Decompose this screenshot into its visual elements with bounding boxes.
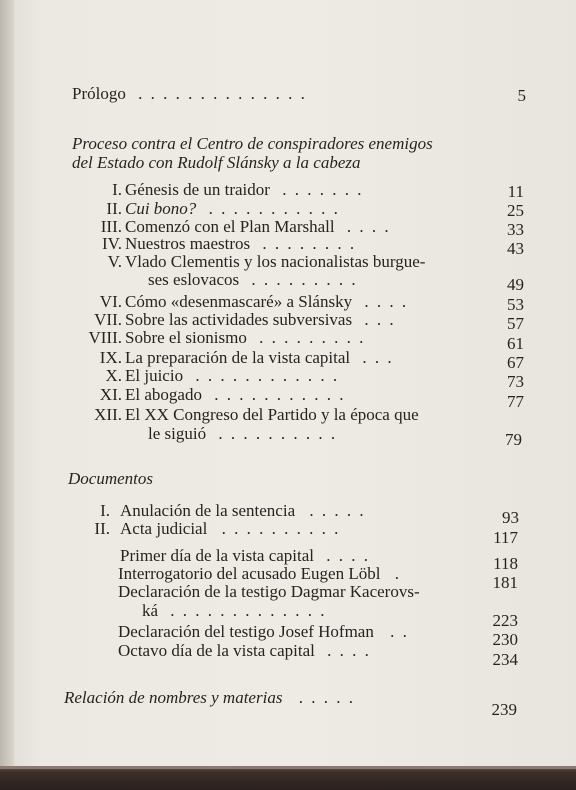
chapter-number: XII.	[94, 405, 122, 424]
chapter-number: IX.	[99, 348, 122, 367]
leader-dots: . . . . . . . . . . . . .	[170, 601, 327, 620]
toc-entry	[125, 292, 408, 312]
page-number: 11	[507, 182, 524, 201]
toc-entry	[120, 501, 366, 521]
page-number: 79	[505, 430, 522, 449]
chapter-number: II.	[106, 199, 122, 218]
entry-title: Relación de nombres y materias	[64, 688, 283, 707]
section-heading: Documentos	[68, 469, 153, 488]
page-number: 223	[492, 611, 518, 630]
toc-entry	[125, 310, 396, 330]
page-number: 43	[507, 239, 524, 258]
entry-title: Acta judicial	[120, 519, 208, 538]
chapter-number: VI.	[99, 292, 122, 311]
document-number: I.	[100, 501, 110, 520]
leader-dots: . . . .	[364, 292, 409, 311]
entry-title-continued: ses eslovacos	[148, 270, 240, 289]
entry-title: Declaración de la testigo Dagmar Kacerovs-	[118, 582, 420, 601]
page-number: 234	[492, 650, 518, 669]
toc-entry	[125, 180, 363, 200]
entry-title: Declaración del testigo Josef Hofman	[118, 622, 374, 641]
leader-dots: . . . . . . . . . . . .	[195, 366, 340, 385]
toc-subentry	[120, 546, 370, 566]
leader-dots: . . . .	[346, 217, 391, 236]
toc-entry	[125, 348, 394, 368]
entry-title: Primer día de la vista capital	[120, 546, 315, 565]
page-number: 73	[507, 372, 524, 391]
toc-subentry	[118, 564, 401, 584]
entry-title: Vlado Clementis y los nacionalistas burgue-	[125, 252, 426, 271]
entry-title: Interrogatorio del acusado Eugen Löbl	[118, 564, 381, 583]
leader-dots: . . .	[362, 348, 394, 367]
page-number: 53	[507, 295, 524, 314]
toc-entry-continuation	[148, 270, 358, 290]
leader-dots: . . . . .	[309, 501, 366, 520]
leader-dots: . . . . . . . . . . .	[208, 199, 340, 218]
entry-title: Sobre el sionismo	[125, 328, 247, 347]
page-number: 77	[507, 392, 524, 411]
leader-dots: . . .	[364, 310, 396, 329]
entry-title-continued: le siguió	[148, 424, 207, 443]
entry-title: El juicio	[125, 366, 184, 385]
leader-dots: . . . . . . . . .	[259, 328, 366, 347]
chapter-number: X.	[105, 366, 122, 385]
entry-title: Comenzó con el Plan Marshall	[125, 217, 335, 236]
page-number: 239	[491, 700, 517, 719]
page-number: 49	[507, 275, 524, 294]
page-number: 117	[493, 528, 518, 547]
leader-dots: . . . . . . .	[282, 180, 364, 199]
leader-dots: . . . . . . . . . . . . . .	[138, 84, 307, 103]
entry-title: Sobre las actividades subversivas	[125, 310, 353, 329]
page-number: 118	[493, 554, 518, 573]
toc-entry	[125, 328, 365, 348]
toc-entry	[125, 199, 340, 219]
entry-title: El XX Congreso del Partido y la época que	[125, 405, 419, 424]
book-cover-edge	[0, 766, 576, 790]
entry-title: El abogado	[125, 385, 202, 404]
leader-dots: . . . . . . . . . .	[218, 424, 338, 443]
section-heading-line-1: Proceso contra el Centro de conspiradores enemigos	[72, 134, 433, 153]
leader-dots: . .	[390, 622, 409, 641]
page-number: 181	[492, 573, 518, 592]
toc-entry	[125, 405, 419, 425]
toc-subentry	[118, 582, 420, 602]
leader-dots: . . . . . . . . . .	[221, 519, 341, 538]
page-number: 5	[517, 86, 526, 105]
page-number: 93	[502, 508, 519, 527]
entry-title: Cómo «desenmascaré» a Slánsky	[125, 292, 353, 311]
chapter-number: IV.	[102, 234, 122, 253]
entry-title: Prólogo	[72, 84, 126, 103]
page-number: 61	[507, 334, 524, 353]
entry-title: Anulación de la sentencia	[120, 501, 296, 520]
toc-entry	[125, 234, 356, 254]
entry-title: Octavo día de la vista capital	[118, 641, 315, 660]
page-binding-shadow	[0, 0, 14, 790]
chapter-number: III.	[100, 217, 122, 236]
toc-entry	[125, 252, 425, 272]
leader-dots: . . . . .	[298, 688, 355, 707]
toc-subentry	[118, 622, 409, 642]
toc-subentry	[118, 641, 371, 661]
page-number: 25	[507, 201, 524, 220]
chapter-number: VIII.	[88, 328, 122, 347]
page-number: 57	[507, 314, 524, 333]
chapter-number: XI.	[99, 385, 122, 404]
toc-entry-continuation	[148, 424, 337, 444]
section-heading-line-2: del Estado con Rudolf Slánsky a la cabeza	[72, 153, 361, 172]
page-number: 230	[492, 630, 518, 649]
entry-title-continued: ká	[142, 601, 159, 620]
chapter-number: V.	[107, 252, 122, 271]
page-number: 33	[507, 220, 524, 239]
entry-title: La preparación de la vista capital	[125, 348, 351, 367]
toc-entry	[125, 366, 339, 386]
entry-title: Cui bono?	[125, 199, 197, 218]
leader-dots: . . . . . . . .	[262, 234, 357, 253]
entry-title: Génesis de un traidor	[125, 180, 270, 199]
toc-entry	[120, 519, 340, 539]
document-number: II.	[94, 519, 110, 538]
toc-entry-index	[64, 688, 355, 708]
leader-dots: . . . .	[326, 546, 371, 565]
toc-entry-prologue	[72, 84, 307, 104]
toc-subentry-continuation	[142, 601, 327, 621]
chapter-number: I.	[112, 180, 122, 199]
entry-title: Nuestros maestros	[125, 234, 251, 253]
chapter-number: VII.	[94, 310, 122, 329]
toc-entry	[125, 385, 345, 405]
leader-dots: . . . . . . . . . . .	[214, 385, 346, 404]
leader-dots: . . . .	[327, 641, 371, 660]
page-number: 67	[507, 353, 524, 372]
leader-dots: .	[394, 564, 401, 583]
leader-dots: . . . . . . . . .	[251, 270, 358, 289]
